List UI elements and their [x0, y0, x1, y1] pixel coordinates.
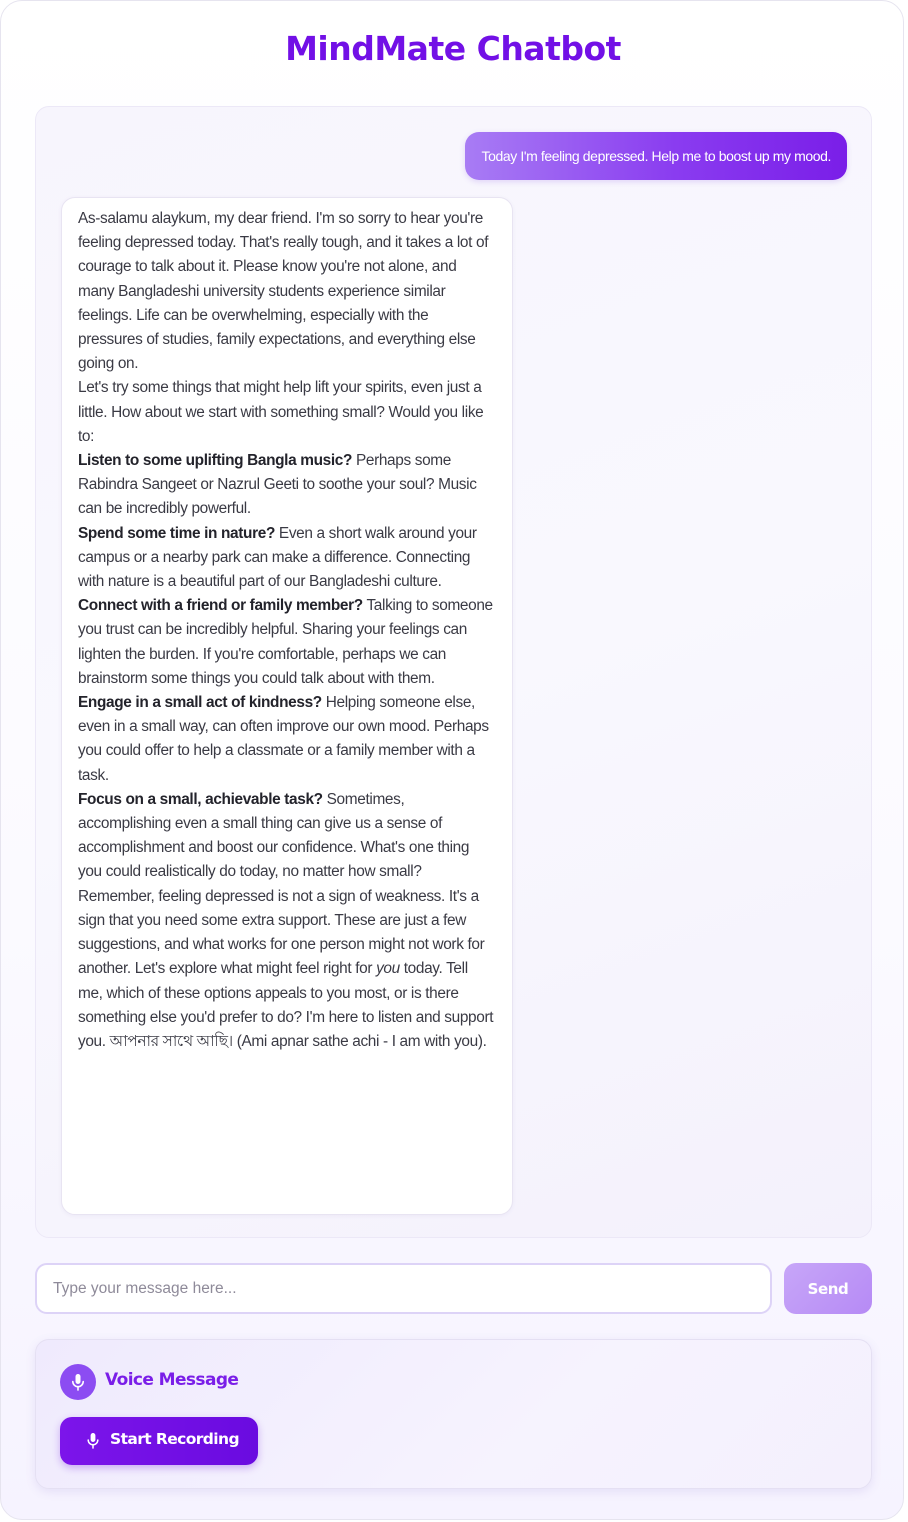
closing-emphasis: you: [376, 960, 400, 978]
bot-message-bubble: [61, 197, 513, 1215]
microphone-icon: [60, 1364, 96, 1400]
suggestion-item: [78, 449, 496, 522]
voice-message-panel: [35, 1339, 872, 1489]
bot-message-lead-in: Let's try some things that might help lift your spirits, even just a little. How about we start with something small? Would you like to:: [78, 379, 484, 445]
bot-message-intro: As-salamu alaykum, my dear friend. I'm so sorry to hear you're feeling depressed today. That's really tough, and it takes a lot of courage to talk about it. Please know you're not alone, and many Bangladeshi university students experience similar feelings. Life can be overwhelming, especially with the pressures of studies, family expectations, and everything else going on.: [78, 210, 489, 373]
bot-message-closing: [78, 885, 496, 1054]
closing-text-end: today. Tell me, which of these options appeals to you most, or is there something else you'd prefer to do? I'm here to listen and support you. আপনার সাথে আছি। (Ami apnar sathe achi - I am with you).: [78, 960, 494, 1050]
suggestion-heading: Connect with a friend or family member?: [78, 597, 363, 615]
suggestion-item: [78, 788, 496, 885]
suggestion-heading: Listen to some uplifting Bangla music?: [78, 452, 353, 470]
page-title: MindMate Chatbot: [285, 29, 621, 68]
suggestion-heading: Spend some time in nature?: [78, 524, 275, 542]
suggestion-item: [78, 522, 496, 595]
message-input[interactable]: [35, 1263, 772, 1314]
suggestion-text: Helping someone else, even in a small way, can often improve our own mood. Perhaps you could offer to help a classmate or a family member with a task.: [78, 694, 489, 784]
suggestion-text: Sometimes, accomplishing even a small thing can give us a sense of accomplishment and boost our confidence. What's one thing you could realistically do today, no matter how small?: [78, 790, 470, 881]
closing-text-start: Remember, feeling depressed is not a sign of weakness. It's a sign that you need some extra support. These are just a few suggestions, and what works for one person might not work for another. Let's explore what might feel right for: [78, 887, 485, 978]
suggestion-item: [78, 691, 496, 788]
start-recording-label: Start Recording: [110, 1430, 239, 1448]
message-composer: [35, 1263, 872, 1314]
user-message-bubble: Today I'm feeling depressed. Help me to boost up my mood.: [465, 132, 847, 180]
suggestion-item: [78, 594, 496, 691]
suggestion-text: Talking to someone you trust can be incredibly helpful. Sharing your feelings can lighten the burden. If you're comfortable, perhaps we can brainstorm some things you could talk about with them.: [78, 597, 493, 687]
chat-messages-area[interactable]: [35, 106, 872, 1238]
suggestion-text: Perhaps some Rabindra Sangeet or Nazrul Geeti to soothe your soul? Music can be incredibly powerful.: [78, 452, 477, 518]
suggestion-text: Even a short walk around your campus or a nearby park can make a difference. Connecting with nature is a beautiful part of our Bangladeshi culture.: [78, 524, 477, 591]
suggestion-heading: Focus on a small, achievable task?: [78, 790, 323, 808]
microphone-icon: [85, 1432, 101, 1450]
suggestion-heading: Engage in a small act of kindness?: [78, 694, 322, 712]
send-button[interactable]: Send: [784, 1263, 872, 1314]
voice-message-title: Voice Message: [105, 1370, 239, 1390]
start-recording-button[interactable]: [60, 1417, 258, 1465]
